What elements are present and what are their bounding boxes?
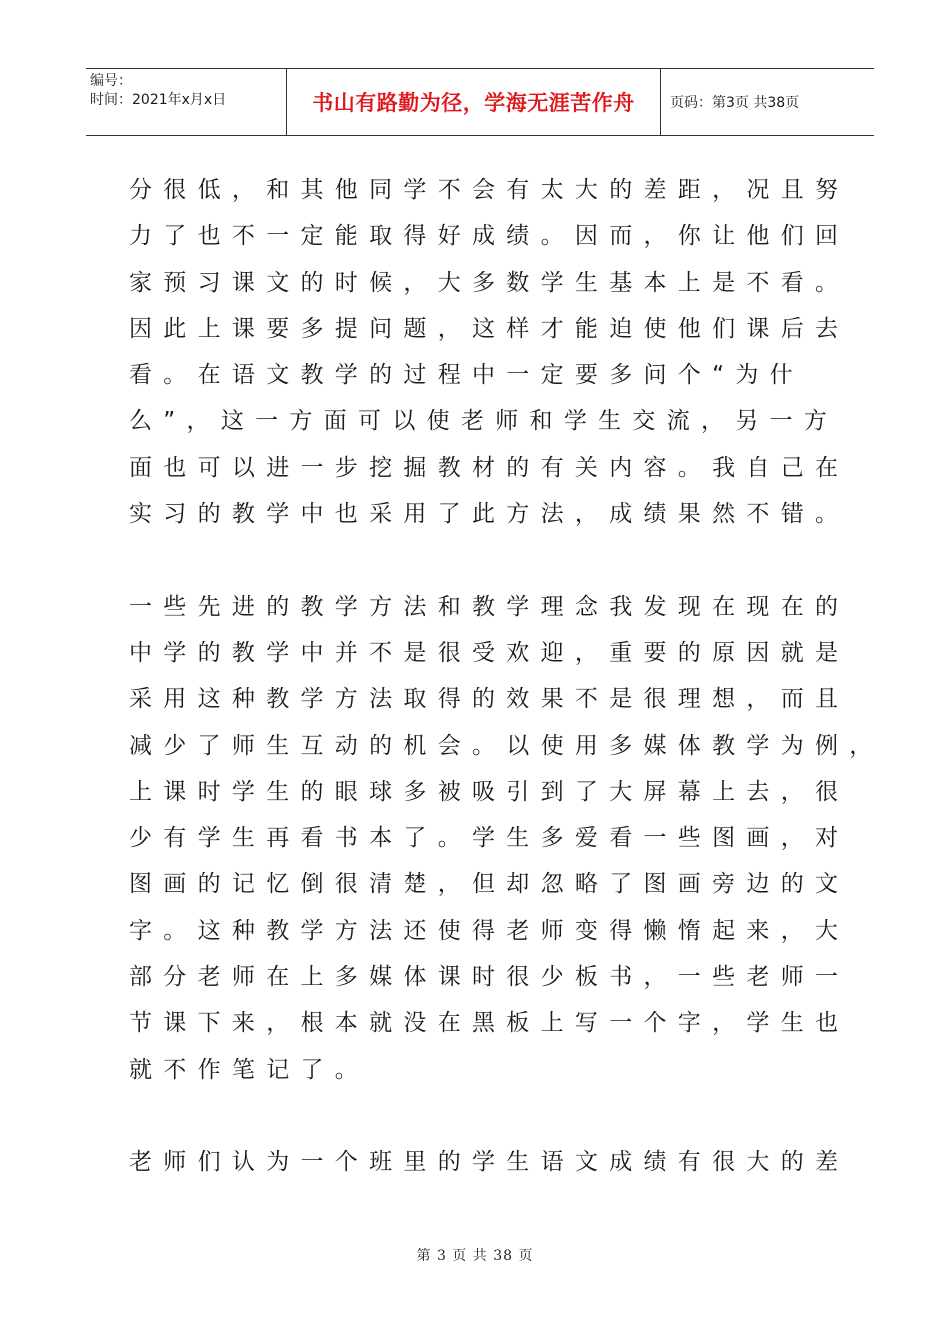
text-line: 老师们认为一个班里的学生语文成绩有很大的差 [129, 1149, 850, 1176]
text-line: 看。在语文教学的过程中一定要多问个“为什 [129, 362, 804, 389]
text-line: 上课时学生的眼球多被吸引到了大屏幕上去，很 [129, 778, 850, 805]
text-line: 一些先进的教学方法和教学理念我发现在现在的 [129, 593, 850, 620]
paragraph [129, 1139, 850, 1185]
header-meta [86, 69, 286, 135]
text-line: 么”，这一方面可以使老师和学生交流，另一方 [129, 408, 839, 435]
text-line: 就不作笔记了。 [129, 1056, 370, 1083]
text-line: 采用这种教学方法取得的效果不是很理想，而且 [129, 686, 850, 713]
text-line: 减少了师生互动的机会。以使用多媒体教学为例， [129, 732, 884, 759]
text-line: 中学的教学中并不是很受欢迎，重要的原因就是 [129, 639, 850, 666]
text-line: 因此上课要多提问题，这样才能迫使他们课后去 [129, 315, 850, 342]
header-page-info: 页码：第3页 共38页 [670, 95, 800, 111]
text-line: 分很低，和其他同学不会有太大的差距，况且努 [129, 177, 850, 203]
document-body [129, 167, 884, 1186]
text-line: 少有学生再看书本了。学生多爱看一些图画，对 [129, 825, 850, 852]
paragraph [129, 167, 850, 537]
text-line: 面也可以进一步挖掘教材的有关内容。我自己在 [129, 454, 850, 481]
text-line: 家预习课文的时候，大多数学生基本上是不看。 [129, 269, 850, 296]
text-line: 字。这种教学方法还使得老师变得懒惰起来，大 [129, 917, 850, 944]
paragraph [129, 584, 884, 1093]
text-line: 实习的教学中也采用了此方法，成绩果然不错。 [129, 501, 850, 528]
text-line: 部分老师在上多媒体课时很少板书，一些老师一 [129, 964, 850, 991]
paragraph-gap [129, 1093, 839, 1139]
text-line: 图画的记忆倒很清楚，但却忽略了图画旁边的文 [129, 871, 850, 898]
paragraph-gap [129, 537, 839, 583]
header-motto: 书山有路勤为径，学海无涯苦作舟 [286, 69, 661, 135]
text-line: 节课下来，根本就没在黑板上写一个字，学生也 [129, 1010, 850, 1037]
document-header [86, 68, 874, 136]
page-footer: 第 3 页 共 38 页 [416, 1248, 534, 1264]
text-line: 力了也不一定能取得好成绩。因而，你让他们回 [129, 223, 850, 250]
time-label: 时间：2021年x月x日 [90, 92, 227, 108]
number-label: 编号： [90, 73, 132, 89]
